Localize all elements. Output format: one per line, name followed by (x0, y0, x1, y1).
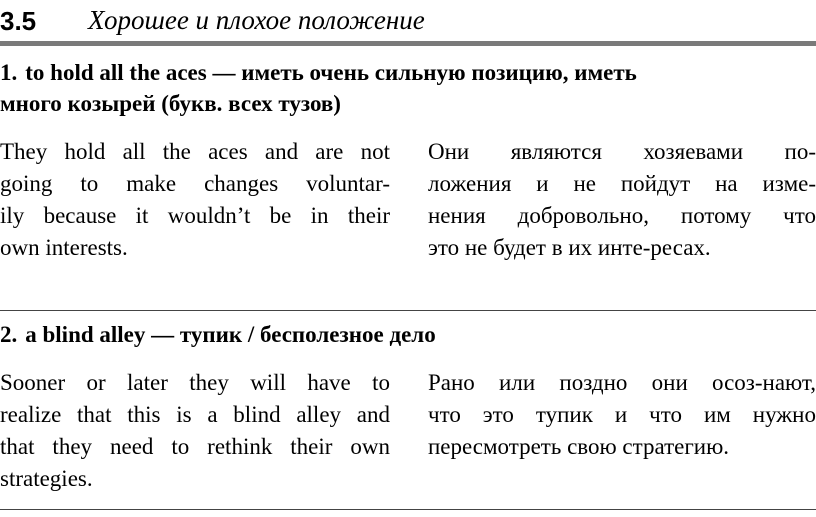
entry-1-russian-line-3: нения добровольно, потому что (428, 203, 816, 228)
entry-1-english-line-3: ily because it wouldn’t be in their (0, 203, 390, 228)
entry-2-english-line-1: Sooner or later they will have to (0, 370, 390, 395)
entry-1-english-line-1: They hold all the aces and are not (0, 139, 390, 164)
entry-1-english-line-4: own interests. (0, 235, 128, 260)
bottom-rule (0, 509, 816, 510)
entry-1-russian-line-2: ложения и не пойдут на изме- (428, 171, 816, 196)
entry-1-russian-translation (428, 136, 816, 264)
entry-2-russian-line-1: Рано или поздно они осоз-нают, (428, 370, 816, 395)
section-header (0, 4, 816, 38)
entry-2-russian-translation (428, 367, 816, 463)
entry-divider (0, 310, 816, 311)
entry-2-heading (0, 319, 816, 350)
entry-2-english-line-3: that they need to rethink their own (0, 434, 390, 459)
entry-2-russian-line-2: что это тупик и что им нужно (428, 402, 816, 427)
entry-1-english-line-2: going to make changes voluntar- (0, 171, 390, 196)
entry-1-heading-line-2: много козырей (букв. всех тузов) (0, 91, 341, 116)
entry-2-english-line-2: realize that this is a blind alley and (0, 402, 390, 427)
entry-1-heading (0, 57, 816, 119)
entry-2-heading-line-1 (0, 319, 816, 350)
section-number: 3.5 (0, 6, 37, 36)
entry-2-english-line-4: strategies. (0, 466, 93, 491)
entry-2-english-example (0, 367, 390, 495)
entry-1-heading-line-1 (0, 57, 816, 88)
header-rule (0, 41, 816, 46)
entry-2-russian-line-3: пересмотреть свою стратегию. (428, 434, 730, 459)
entry-1-russian-line-4: это не будет в их инте-ресах. (428, 235, 711, 260)
entry-1-russian-line-1: Они являются хозяевами по- (428, 139, 816, 164)
entry-2-number: 2. (0, 322, 18, 347)
entry-1-heading-text-1: to hold all the aces — иметь очень сильную позицию, иметь (25, 60, 637, 85)
entry-1-number: 1. (0, 60, 18, 85)
section-title: Хорошее и плохое положение (88, 5, 425, 35)
entry-1-english-example (0, 136, 390, 264)
entry-2-heading-text-1: a blind alley — тупик / бесполезное дело (25, 322, 436, 347)
